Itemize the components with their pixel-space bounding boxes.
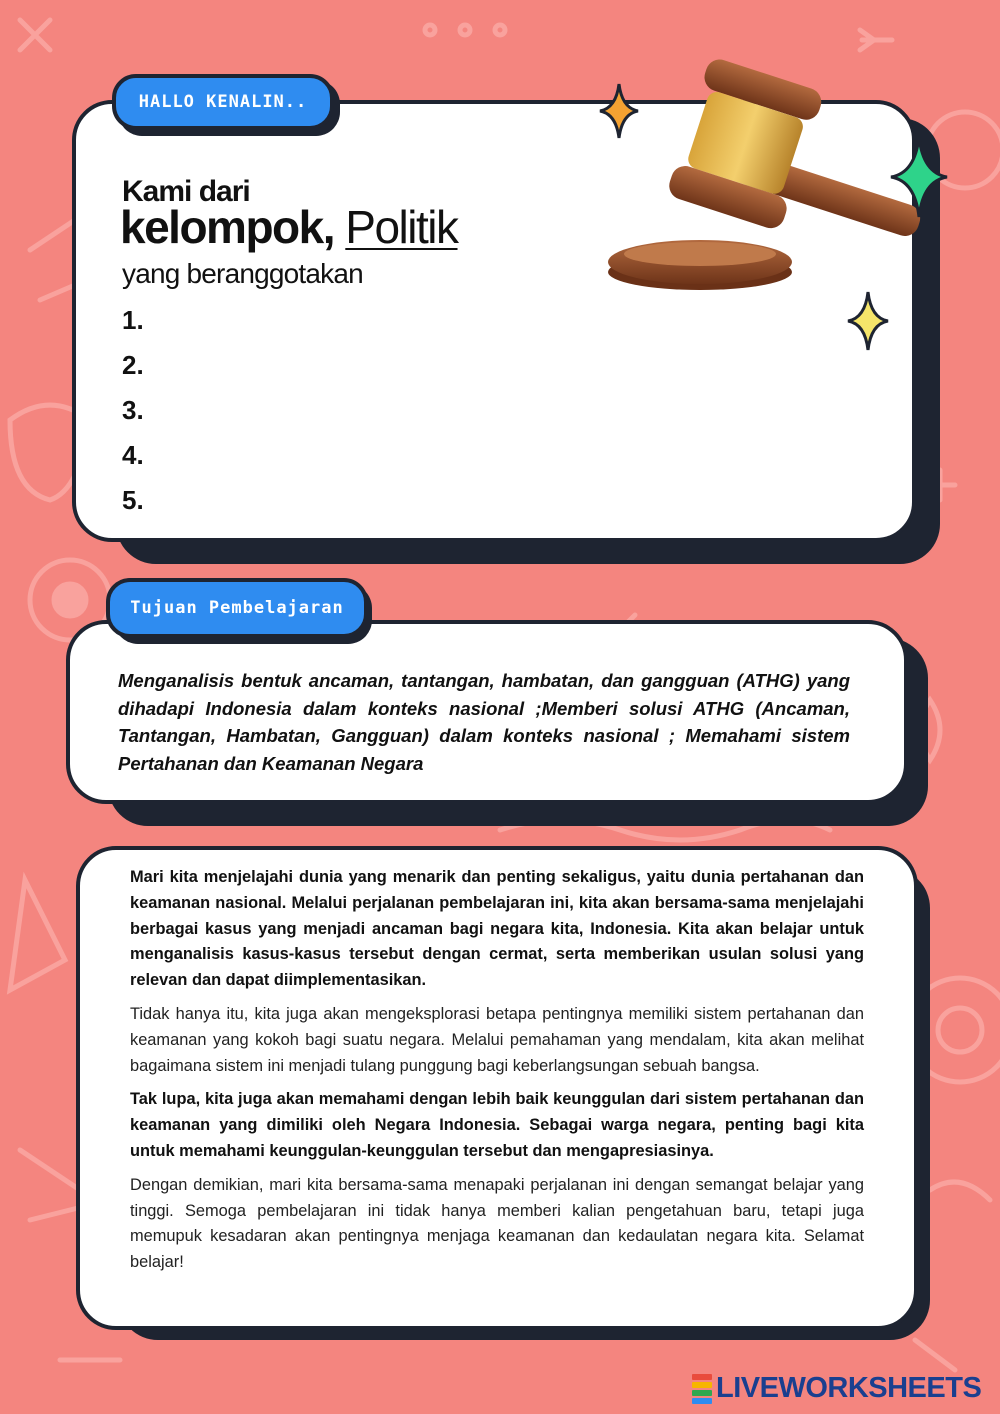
sparkle-icon bbox=[888, 134, 950, 220]
objective-badge: Tujuan Pembelajaran bbox=[106, 578, 368, 638]
intro-paragraph: Dengan demikian, mari kita bersama-sama menapaki perjalanan ini dengan semangat belajar yang tinggi. Semoga pembelajaran ini tidak hanya memberi kalian pengetahuan baru, tetapi juga memupuk kesadaran akan pentingnya menjaga keamanan dan kedaulatan negara kita. Selamat belajar! bbox=[130, 1175, 864, 1272]
member-item: 3. bbox=[122, 395, 144, 425]
members-intro: yang beranggotakan bbox=[122, 258, 363, 289]
logo-bar bbox=[692, 1398, 712, 1404]
sparkle-icon bbox=[846, 290, 890, 352]
group-topic: Politik bbox=[345, 201, 458, 253]
liveworksheets-logo-icon bbox=[692, 1374, 712, 1404]
brand-watermark bbox=[692, 1372, 981, 1405]
intro-paragraph: Tidak hanya itu, kita juga akan mengeksplorasi betapa pentingnya memiliki sistem pertahanan dan keamanan yang kokoh bagi suatu negara. Melalui pemahaman yang mendalam, kita akan melihat bagaimana sistem ini menjadi tulang punggung bagi keberlangsungan sebuah bangsa. bbox=[130, 1004, 864, 1075]
intro-paragraph: Tak lupa, kita juga akan memahami dengan lebih baik keunggulan dari sistem pertahanan dan keamanan yang dimiliki oleh Negara Indonesia. Sebagai warga negara, penting bagi kita untuk memahami keunggulan-keunggulan tersebut dan mengapresiasinya. bbox=[130, 1090, 864, 1160]
sparkle-icon bbox=[598, 82, 640, 140]
brand-name: LIVEWORKSHEETS bbox=[716, 1372, 982, 1404]
group-label: kelompok, bbox=[120, 201, 335, 253]
logo-bar bbox=[692, 1374, 712, 1380]
intro-paragraph: Mari kita menjelajahi dunia yang menarik dan penting sekaligus, yaitu dunia pertahanan dan keamanan nasional. Melalui perjalanan pembelajaran ini, kita akan bersama-sama menjelajahi berbagai kasus yang menjadi ancaman bagi negara kita, Indonesia. Kita akan belajar untuk menganalisis kasus-kasus tersebut dengan cermat, serta memberikan usulan solusi yang relevan dan dapat diimplementasikan. bbox=[130, 868, 864, 990]
member-item: 1. bbox=[122, 305, 144, 335]
header-badge: HALLO KENALIN.. bbox=[112, 74, 334, 130]
logo-bar bbox=[692, 1390, 712, 1396]
member-item: 5. bbox=[122, 485, 144, 515]
member-item: 2. bbox=[122, 350, 144, 380]
member-list bbox=[122, 300, 144, 525]
group-title bbox=[120, 200, 458, 254]
intro-text bbox=[130, 865, 864, 1284]
intro-line-1: Kami dari bbox=[122, 175, 250, 208]
logo-bar bbox=[692, 1382, 712, 1388]
learning-objective-text: Menganalisis bentuk ancaman, tantangan, hambatan, dan gangguan (ATHG) yang dihadapi Indonesia dalam konteks nasional ;Memberi solusi ATHG (Ancaman, Tantangan, Hambatan, Gangguan) dalam konteks nasional ; Memahami sistem Pertahanan dan Keamanan Negara bbox=[118, 670, 850, 774]
member-item: 4. bbox=[122, 440, 144, 470]
